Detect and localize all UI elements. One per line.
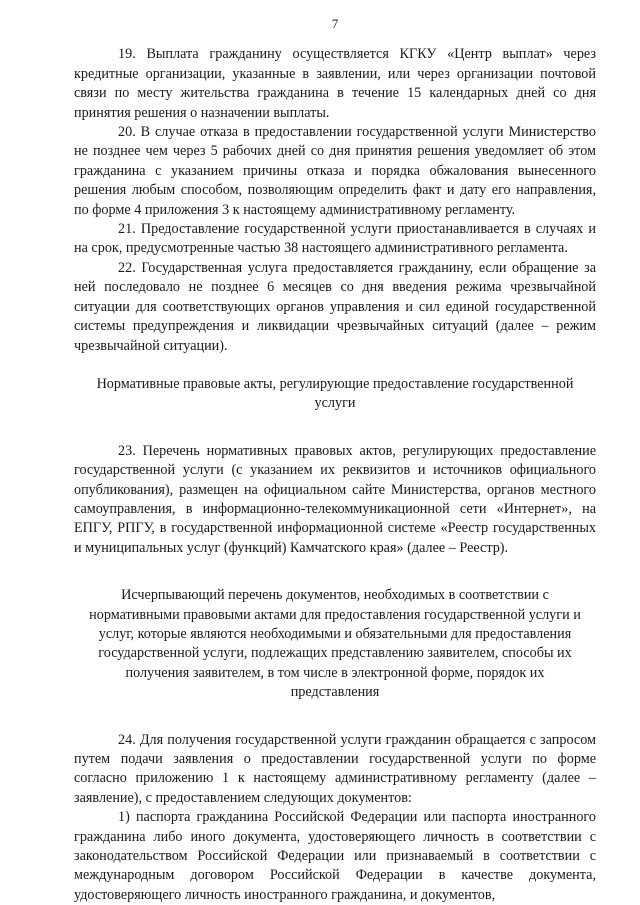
section-heading-normative-acts: Нормативные правовые акты, регулирующие предоставление государственной услуги — [96, 375, 574, 412]
page-number: 7 — [331, 16, 339, 31]
paragraph-21: 21. Предоставление государственной услуги приостанавливается в случаях и на срок, предусмотренные частью 38 настоящего административного регламента. — [74, 221, 596, 257]
paragraph-23: 23. Перечень нормативных правовых актов, регулирующих предоставление государственной услуги (с указанием их реквизитов и источников официального опубликования), размещен на официальном сайте Министерства, органов местного самоуправления, в информационно-телекоммуникационной сети «Интернет», на ЕПГУ, РПГУ, в государственной информационной системе «Реестр государственных и муниципальных услуг (функций) Камчатского края» (далее – Реестр). — [74, 442, 596, 556]
paragraph-19: 19. Выплата гражданину осуществляется КГКУ «Центр выплат» через кредитные организации, указанные в заявлении, или через организации почтовой связи по месту жительства гражданина в течение 15 календарных дней со дня принятия решения о назначении выплаты. — [74, 46, 596, 121]
paragraph-24: 24. Для получения государственной услуги гражданин обращается с запросом путем подачи заявления о предоставлении государственной услуги по форме согласно приложению 1 к настоящему административному регламенту (далее – заявление), с предоставлением следующих документов: — [74, 731, 596, 806]
paragraph-22: 22. Государственная услуга предоставляется гражданину, если обращение за ней последовало не позднее 6 месяцев со дня введения режима чрезвычайной ситуации для соответствующих органов управления и сил единой государственной системы предупреждения и ликвидации чрезвычайных ситуаций (далее – режим чрезвычайной ситуации). — [74, 259, 596, 354]
paragraph-20: 20. В случае отказа в предоставлении государственной услуги Министерство не позднее чем через 5 рабочих дней со дня принятия решения уведомляет об этом гражданина с указанием причины отказа и порядка обжалования вынесенного решения любым способом, позволяющим определить факт и дату его направления, по форме 4 приложения 3 к настоящему административному регламенту. — [74, 124, 596, 218]
section-heading-documents: Исчерпывающий перечень документов, необходимых в соответствии с нормативными правовыми актами для предоставления государственной услуги и услуг, которые являются необходимыми и обязательными для предоставления государственной услуги, подлежащих представлению заявителем, способы их получения заявителем, в том числе в электронной форме, порядок их представления — [89, 587, 581, 701]
paragraph-24-item-1: 1) паспорта гражданина Российской Федерации или паспорта иностранного гражданина либо иного документа, удостоверяющего личность в соответствии с законодательством Российской Федерации или признаваемый в соответствии с международным договором Российской Федерации в качестве документа, удостоверяющего личность иностранного гражданина, и документов, — [74, 809, 596, 903]
